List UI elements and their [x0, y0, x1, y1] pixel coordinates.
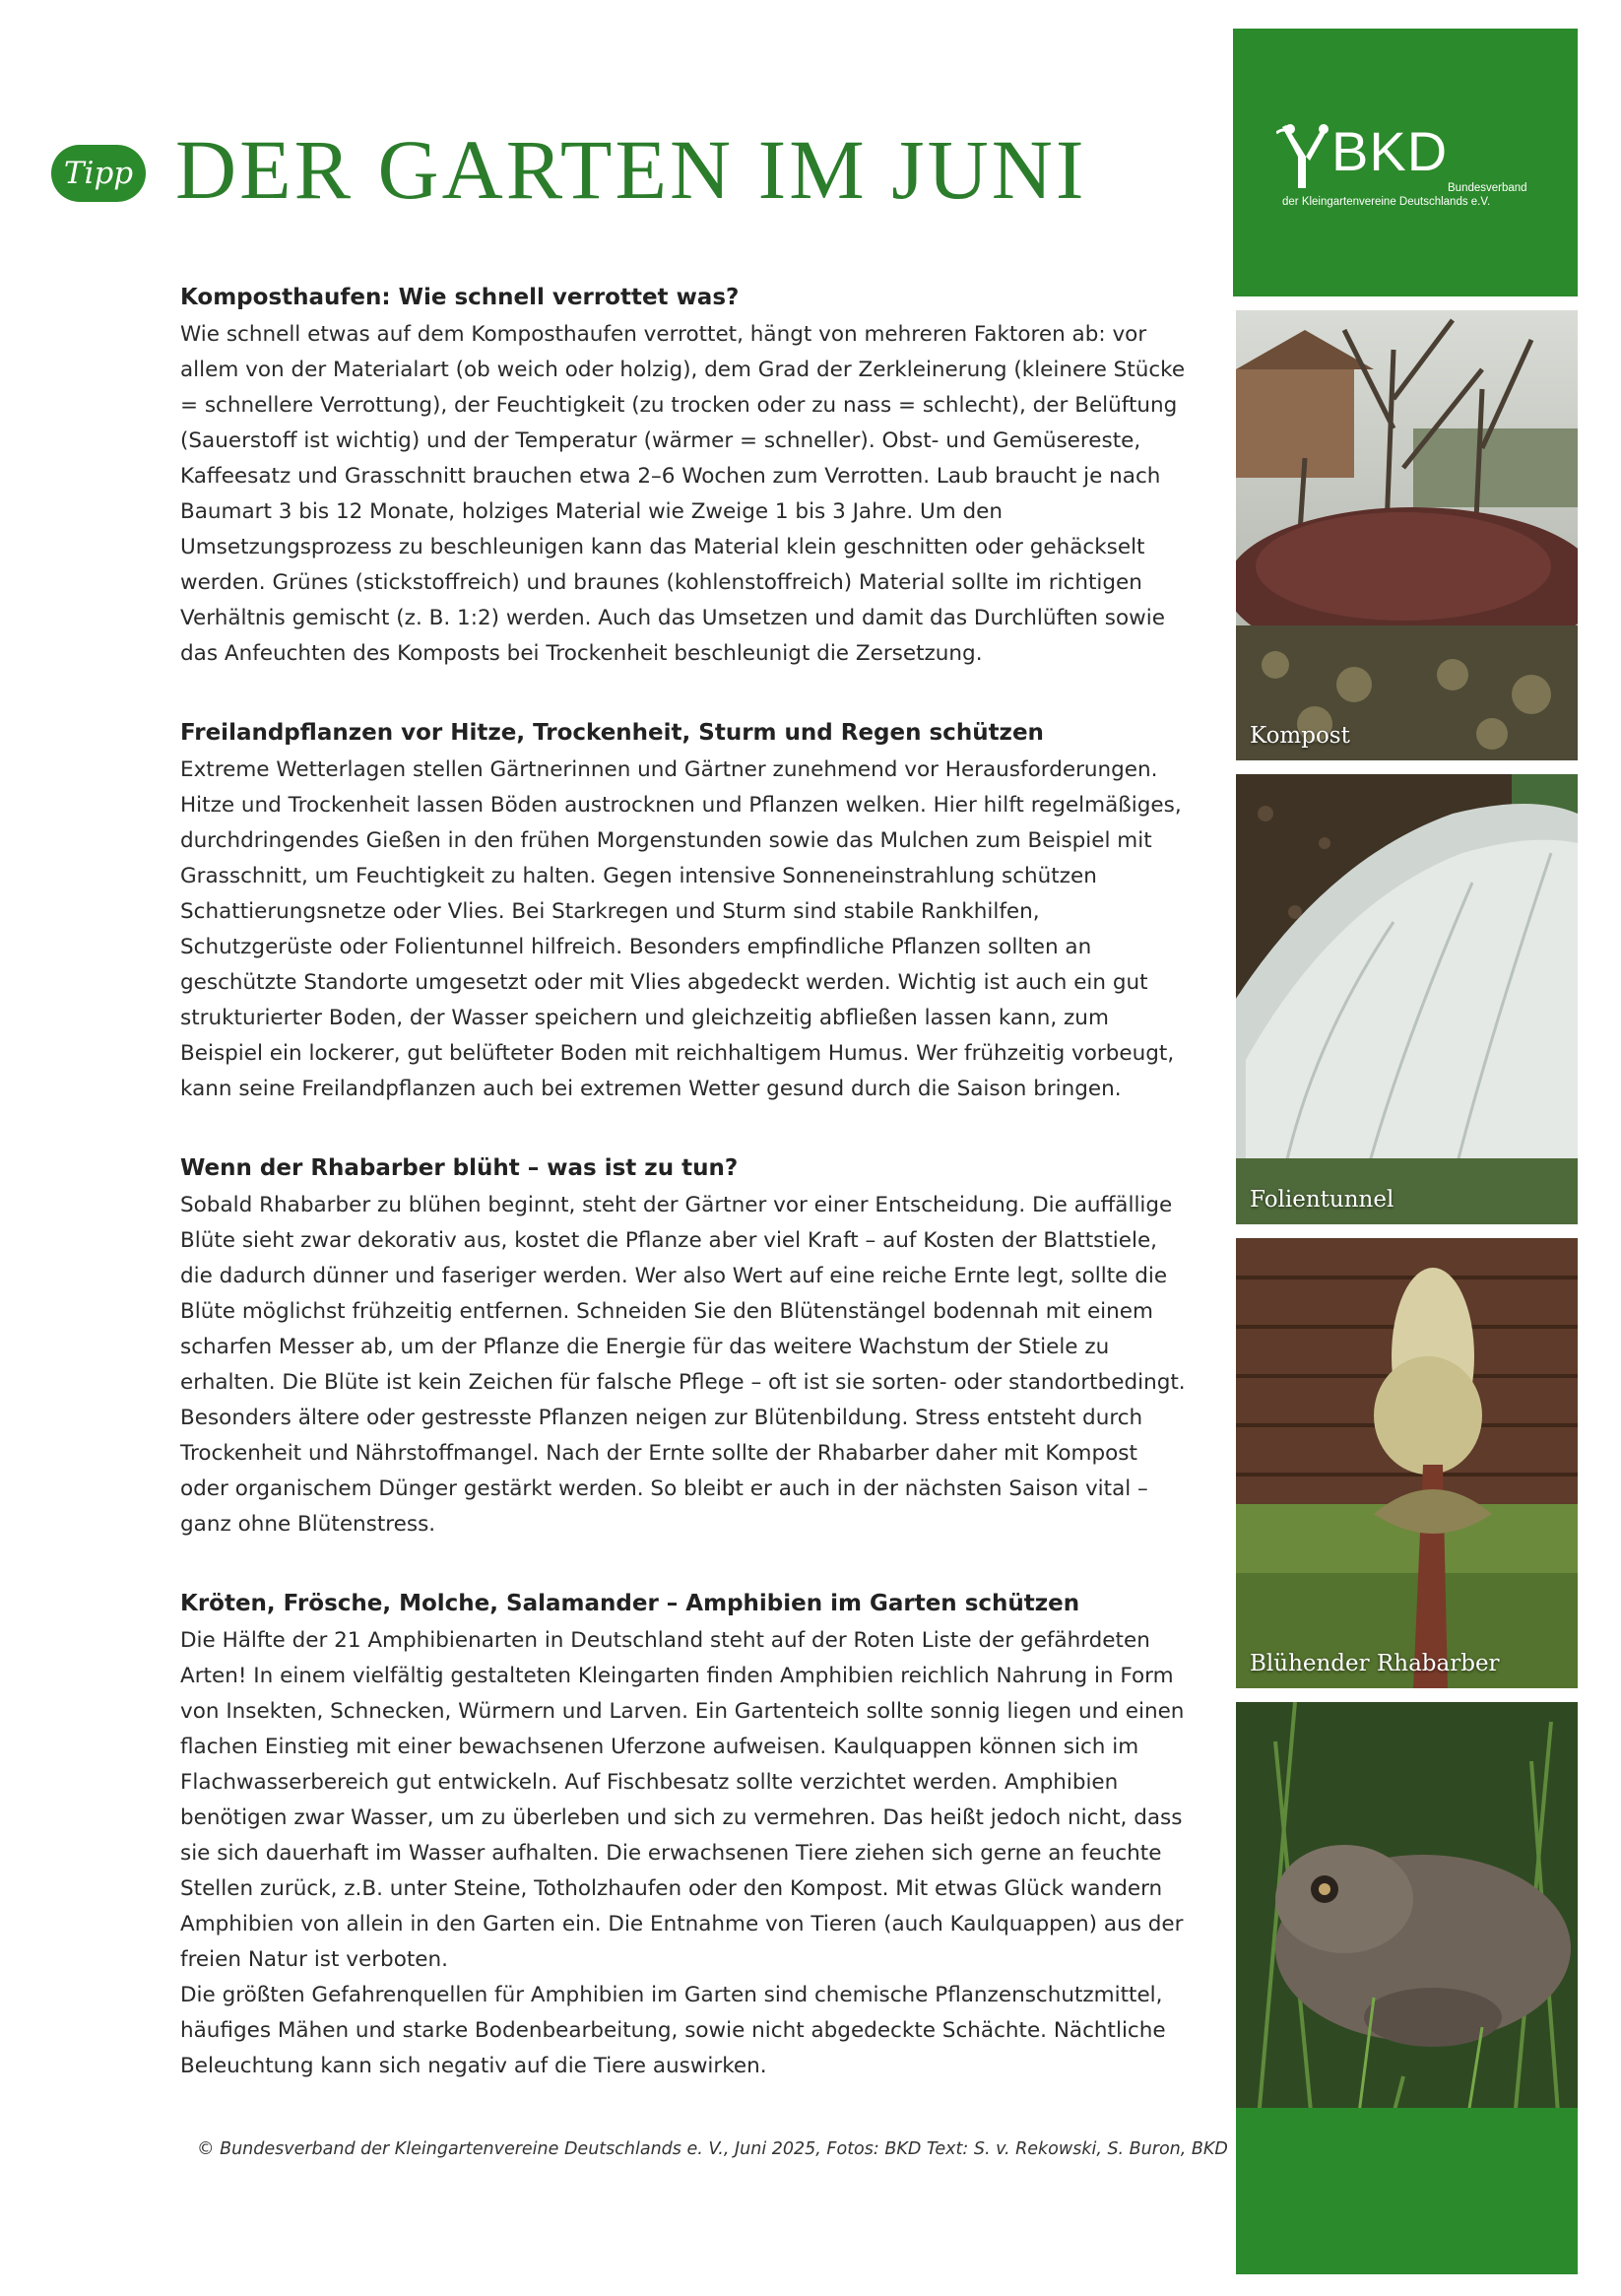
page-title: DER GARTEN IM JUNI	[175, 122, 1087, 217]
section-amphibien	[180, 1586, 1187, 2084]
sidebar-green-block	[1236, 2108, 1578, 2274]
section-paragraph: Sobald Rhabarber zu blühen beginnt, steht der Gärtner vor einer Entscheidung. Die auffällige Blüte sieht zwar dekorativ aus, kostet die Pflanze aber viel Kraft – auf Kosten der Blattstiele, die dadurch dünner und faseriger werden. Wer also Wert auf eine reiche Ernte legt, sollte die Blüte möglichst frühzeitig entfernen. Schneiden Sie den Blütenstängel bodennah mit einem scharfen Messer ab, um der Pflanze die Energie für das weitere Wachstum der Stiele zu erhalten. Die Blüte ist kein Zeichen für falsche Pflege – oft ist sie sorten- oder standortbedingt. Besonders ältere oder gestresste Pflanzen neigen zur Blütenbildung. Stress entsteht durch Trockenheit und Nährstoffmangel. Nach der Ernte sollte der Rhabarber daher mit Kompost oder organischem Dünger gestärkt werden. So bleibt er auch in der nächsten Saison vital – ganz ohne Blütenstress.	[180, 1193, 1186, 1537]
section-paragraph: Extreme Wetterlagen stellen Gärtnerinnen und Gärtner zunehmend vor Herausforderungen. Hitze und Trockenheit lassen Böden austrocknen und Pflanzen welken. Hier hilft regelmäßiges, durchdringendes Gießen in den frühen Morgenstunden sowie das Mulchen zum Beispiel mit Grasschnitt, um Feuchtigkeit zu halten. Gegen intensive Sonneneinstrahlung schützen Schattierungsnetze oder Vlies. Bei Starkregen und Sturm sind stabile Rankhilfen, Schutzgerüste oder Folientunnel hilfreich. Besonders empfindliche Pflanzen sollten an geschützte Standorte umgesetzt oder mit Vlies abgedeckt werden. Wichtig ist auch ein gut strukturierter Boden, der Wasser speichern und gleichzeitig abfließen lassen kann, zum Beispiel ein lockerer, gut belüfteter Boden mit reichhaltigem Humus. Wer frühzeitig vorbeugt, kann seine Freilandpflanzen auch bei extremen Wetter gesund durch die Saison bringen.	[180, 757, 1182, 1101]
photo-kompost	[1236, 310, 1578, 760]
section-freilandpflanzen	[180, 715, 1187, 1107]
logo-subtitle-line-1: Bundesverband	[1448, 182, 1527, 194]
section-heading: Kröten, Frösche, Molche, Salamander – Amphibien im Garten schützen	[180, 1591, 1080, 1616]
photo-rhabarber	[1236, 1238, 1578, 1688]
foil-tunnel-image	[1236, 774, 1578, 1224]
section-heading: Komposthaufen: Wie schnell verrottet was?	[180, 285, 740, 310]
sidebar	[1233, 29, 1578, 2274]
logo-wordmark: BKD	[1331, 120, 1449, 182]
section-paragraph: Die Hälfte der 21 Amphibienarten in Deutschland steht auf der Roten Liste der gefährdeten Arten! In einem vielfältig gestalteten Kleingarten finden Amphibien reichlich Nahrung in Form von Insekten, Schnecken, Würmern und Larven. Ein Gartenteich sollte sonnig liegen und einen flachen Einstieg mit einer bewachsenen Uferzone aufweisen. Kaulquappen können sich im Flachwasserbereich gut entwickeln. Auf Fischbesatz sollte verzichtet werden. Amphibien benötigen zwar Wasser, um zu überleben und sich zu vermehren. Das heißt jedoch nicht, dass sie sich dauerhaft im Wasser aufhalten. Die erwachsenen Tiere ziehen sich gerne an feuchte Stellen zurück, z.B. unter Steine, Totholzhaufen oder den Kompost. Mit etwas Glück wandern Amphibien von allein in den Garten ein. Die Entnahme von Tieren (auch Kaulquappen) aus der freien Natur ist verboten.	[180, 1628, 1185, 1972]
section-kompost	[180, 280, 1187, 672]
tipp-badge: Tipp	[51, 145, 146, 202]
photo-caption: Kompost	[1250, 723, 1350, 749]
section-paragraph: Die größten Gefahrenquellen für Amphibien im Garten sind chemische Pflanzenschutzmittel, häufiges Mähen und starke Bodenbearbeitung, sowie nicht abgedeckte Schächte. Nächtliche Beleuchtung kann sich negativ auf die Tiere auswirken.	[180, 1983, 1166, 2078]
section-heading: Wenn der Rhabarber blüht – was ist zu tun?	[180, 1155, 739, 1181]
photo-folientunnel	[1236, 774, 1578, 1224]
photo-caption: Folientunnel	[1250, 1187, 1394, 1213]
photo-kroete	[1236, 1702, 1578, 2152]
copyright-footer: © Bundesverband der Kleingartenvereine Deutschlands e. V., Juni 2025, Fotos: BKD Text: S. v. Rekowski, S. Buron, BKD	[197, 2139, 1228, 2159]
flowering-rhubarb-image	[1236, 1238, 1578, 1688]
photo-caption: Blühender Rhabarber	[1250, 1651, 1500, 1676]
section-rhabarber	[180, 1150, 1187, 1542]
bkd-logo	[1233, 29, 1578, 296]
logo-subtitle-line-2: der Kleingartenvereine Deutschlands e.V.	[1282, 196, 1491, 208]
section-paragraph: Wie schnell etwas auf dem Komposthaufen verrottet, hängt von mehreren Faktoren ab: vor allem von der Materialart (ob weich oder holzig), dem Grad der Zerkleinerung (kleinere Stücke = schnellere Verrottung), der Feuchtigkeit (zu trocken oder zu nass = schlecht), der Belüftung (Sauerstoff ist wichtig) und der Temperatur (wärmer = schneller). Obst- und Gemüsereste, Kaffeesatz und Grasschnitt brauchen etwa 2–6 Wochen zum Verrotten. Laub braucht je nach Baumart 3 bis 12 Monate, holziges Material wie Zweige 1 bis 3 Jahre. Um den Umsetzungsprozess zu beschleunigen kann das Material klein geschnitten oder gehäckselt werden. Grünes (stickstoffreich) und braunes (kohlenstoffreich) Material sollte im richtigen Verhältnis gemischt (z. B. 1:2) werden. Auch das Umsetzen und damit das Durchlüften sowie das Anfeuchten des Komposts bei Trockenheit beschleunigt die Zersetzung.	[180, 322, 1186, 666]
section-heading: Freilandpflanzen vor Hitze, Trockenheit, Sturm und Regen schützen	[180, 720, 1044, 746]
article-body	[180, 280, 1187, 2128]
compost-heap-image	[1236, 310, 1578, 760]
toad-image	[1236, 1702, 1578, 2152]
bkd-logo-icon	[1276, 123, 1331, 192]
